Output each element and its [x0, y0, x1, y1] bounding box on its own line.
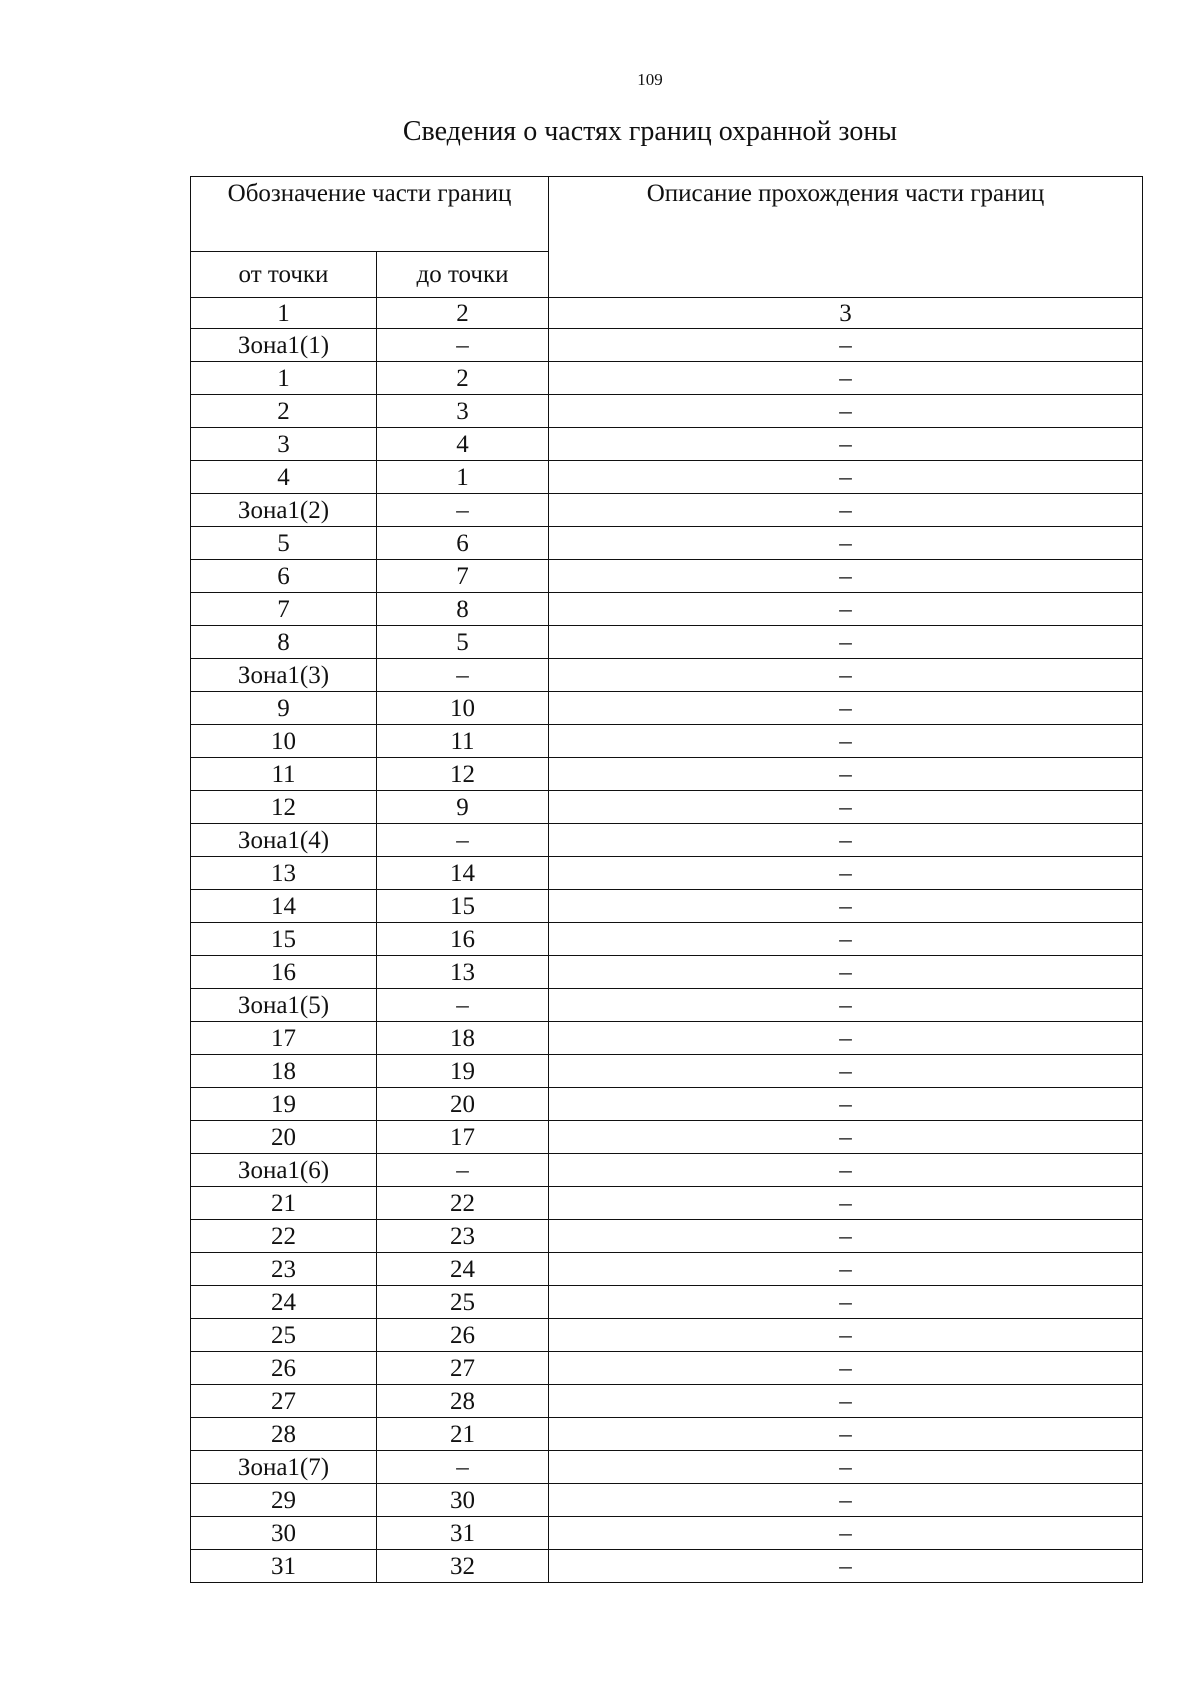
- description-cell: –: [549, 1187, 1143, 1220]
- table-row: [191, 1253, 1143, 1286]
- description-cell: –: [549, 1220, 1143, 1253]
- description-cell: –: [549, 560, 1143, 593]
- from-point-cell: 13: [191, 857, 377, 890]
- table-row: [191, 626, 1143, 659]
- from-point-cell: 21: [191, 1187, 377, 1220]
- description-cell: –: [549, 395, 1143, 428]
- table-row: [191, 1451, 1143, 1484]
- to-point-cell: 6: [377, 527, 549, 560]
- description-cell: –: [549, 1385, 1143, 1418]
- description-cell: –: [549, 1451, 1143, 1484]
- from-point-cell: 6: [191, 560, 377, 593]
- from-point-cell: Зона1(1): [191, 329, 377, 362]
- table-row: [191, 593, 1143, 626]
- description-cell: –: [549, 890, 1143, 923]
- table-row: [191, 1121, 1143, 1154]
- to-point-cell: 24: [377, 1253, 549, 1286]
- boundary-parts-table: [190, 176, 1143, 1583]
- to-point-cell: –: [377, 989, 549, 1022]
- description-cell: –: [549, 428, 1143, 461]
- column-number: 1: [191, 298, 377, 329]
- table-row: [191, 1220, 1143, 1253]
- description-cell: –: [549, 1154, 1143, 1187]
- description-cell: –: [549, 527, 1143, 560]
- table-row: [191, 824, 1143, 857]
- from-point-cell: 8: [191, 626, 377, 659]
- to-point-cell: 2: [377, 362, 549, 395]
- from-point-cell: 26: [191, 1352, 377, 1385]
- to-point-cell: 18: [377, 1022, 549, 1055]
- description-cell: –: [549, 1550, 1143, 1583]
- to-point-cell: 11: [377, 725, 549, 758]
- table-row: [191, 1154, 1143, 1187]
- from-point-cell: 2: [191, 395, 377, 428]
- description-cell: –: [549, 329, 1143, 362]
- table-row: [191, 494, 1143, 527]
- from-point-cell: 30: [191, 1517, 377, 1550]
- description-cell: –: [549, 1253, 1143, 1286]
- table-row: [191, 1352, 1143, 1385]
- table-row: [191, 1055, 1143, 1088]
- to-point-cell: 25: [377, 1286, 549, 1319]
- description-cell: –: [549, 461, 1143, 494]
- from-point-cell: Зона1(4): [191, 824, 377, 857]
- to-point-cell: 3: [377, 395, 549, 428]
- from-point-cell: 31: [191, 1550, 377, 1583]
- description-cell: –: [549, 1517, 1143, 1550]
- description-cell: –: [549, 362, 1143, 395]
- table-row: [191, 791, 1143, 824]
- table-row: [191, 560, 1143, 593]
- to-point-cell: 13: [377, 956, 549, 989]
- table-row: [191, 1484, 1143, 1517]
- from-point-cell: 15: [191, 923, 377, 956]
- from-point-cell: Зона1(6): [191, 1154, 377, 1187]
- from-point-cell: 27: [191, 1385, 377, 1418]
- description-cell: –: [549, 1484, 1143, 1517]
- description-cell: –: [549, 956, 1143, 989]
- from-point-cell: 7: [191, 593, 377, 626]
- table-row: [191, 659, 1143, 692]
- from-point-cell: 14: [191, 890, 377, 923]
- from-point-cell: Зона1(7): [191, 1451, 377, 1484]
- to-point-cell: 22: [377, 1187, 549, 1220]
- from-point-cell: 29: [191, 1484, 377, 1517]
- to-point-cell: 20: [377, 1088, 549, 1121]
- table-row: [191, 1187, 1143, 1220]
- to-point-cell: –: [377, 1154, 549, 1187]
- description-cell: –: [549, 593, 1143, 626]
- to-point-cell: 17: [377, 1121, 549, 1154]
- to-point-cell: 1: [377, 461, 549, 494]
- table-row: [191, 692, 1143, 725]
- to-point-cell: 7: [377, 560, 549, 593]
- description-cell: –: [549, 1418, 1143, 1451]
- description-cell: –: [549, 1088, 1143, 1121]
- from-point-cell: 12: [191, 791, 377, 824]
- from-point-cell: 1: [191, 362, 377, 395]
- to-point-cell: 31: [377, 1517, 549, 1550]
- table-row: [191, 527, 1143, 560]
- from-point-cell: 9: [191, 692, 377, 725]
- to-point-cell: 14: [377, 857, 549, 890]
- description-cell: –: [549, 989, 1143, 1022]
- table-row: [191, 329, 1143, 362]
- description-cell: –: [549, 692, 1143, 725]
- to-point-cell: 23: [377, 1220, 549, 1253]
- header-to-point: до точки: [377, 252, 549, 298]
- to-point-cell: –: [377, 659, 549, 692]
- table-row: [191, 428, 1143, 461]
- table-row: [191, 956, 1143, 989]
- from-point-cell: 25: [191, 1319, 377, 1352]
- from-point-cell: 5: [191, 527, 377, 560]
- table-row: [191, 1022, 1143, 1055]
- to-point-cell: 21: [377, 1418, 549, 1451]
- to-point-cell: –: [377, 824, 549, 857]
- to-point-cell: –: [377, 494, 549, 527]
- table-row: [191, 1418, 1143, 1451]
- header-boundary-description: Описание прохождения части границ: [549, 177, 1143, 298]
- table-row: [191, 758, 1143, 791]
- to-point-cell: –: [377, 329, 549, 362]
- from-point-cell: 16: [191, 956, 377, 989]
- table-row: [191, 362, 1143, 395]
- description-cell: –: [549, 1286, 1143, 1319]
- to-point-cell: 15: [377, 890, 549, 923]
- table-row: [191, 395, 1143, 428]
- header-from-point: от точки: [191, 252, 377, 298]
- to-point-cell: 26: [377, 1319, 549, 1352]
- to-point-cell: 19: [377, 1055, 549, 1088]
- description-cell: –: [549, 1022, 1143, 1055]
- table-body: [191, 329, 1143, 1583]
- description-cell: –: [549, 791, 1143, 824]
- from-point-cell: 4: [191, 461, 377, 494]
- table-header: [191, 177, 1143, 329]
- description-cell: –: [549, 659, 1143, 692]
- to-point-cell: 9: [377, 791, 549, 824]
- table-row: [191, 461, 1143, 494]
- description-cell: –: [549, 758, 1143, 791]
- table-row: [191, 923, 1143, 956]
- description-cell: –: [549, 824, 1143, 857]
- to-point-cell: 16: [377, 923, 549, 956]
- description-cell: –: [549, 923, 1143, 956]
- description-cell: –: [549, 626, 1143, 659]
- description-cell: –: [549, 725, 1143, 758]
- table-row: [191, 1319, 1143, 1352]
- table-row: [191, 725, 1143, 758]
- table-row: [191, 989, 1143, 1022]
- from-point-cell: 3: [191, 428, 377, 461]
- table-row: [191, 857, 1143, 890]
- table-row: [191, 1517, 1143, 1550]
- description-cell: –: [549, 494, 1143, 527]
- from-point-cell: 11: [191, 758, 377, 791]
- column-number-row: [191, 298, 1143, 329]
- to-point-cell: 4: [377, 428, 549, 461]
- from-point-cell: 28: [191, 1418, 377, 1451]
- page-title: Сведения о частях границ охранной зоны: [402, 116, 898, 147]
- header-boundary-designation: Обозначение части границ: [191, 177, 549, 252]
- table-row: [191, 1286, 1143, 1319]
- to-point-cell: –: [377, 1451, 549, 1484]
- to-point-cell: 32: [377, 1550, 549, 1583]
- from-point-cell: Зона1(5): [191, 989, 377, 1022]
- to-point-cell: 30: [377, 1484, 549, 1517]
- from-point-cell: 24: [191, 1286, 377, 1319]
- table-row: [191, 1088, 1143, 1121]
- table-row: [191, 1385, 1143, 1418]
- from-point-cell: 19: [191, 1088, 377, 1121]
- from-point-cell: Зона1(2): [191, 494, 377, 527]
- description-cell: –: [549, 1121, 1143, 1154]
- from-point-cell: Зона1(3): [191, 659, 377, 692]
- description-cell: –: [549, 1055, 1143, 1088]
- from-point-cell: 10: [191, 725, 377, 758]
- description-cell: –: [549, 857, 1143, 890]
- from-point-cell: 17: [191, 1022, 377, 1055]
- to-point-cell: 27: [377, 1352, 549, 1385]
- description-cell: –: [549, 1352, 1143, 1385]
- to-point-cell: 12: [377, 758, 549, 791]
- from-point-cell: 18: [191, 1055, 377, 1088]
- to-point-cell: 28: [377, 1385, 549, 1418]
- from-point-cell: 22: [191, 1220, 377, 1253]
- description-cell: –: [549, 1319, 1143, 1352]
- from-point-cell: 23: [191, 1253, 377, 1286]
- table-row: [191, 1550, 1143, 1583]
- to-point-cell: 8: [377, 593, 549, 626]
- from-point-cell: 20: [191, 1121, 377, 1154]
- column-number: 3: [549, 298, 1143, 329]
- table-row: [191, 890, 1143, 923]
- to-point-cell: 10: [377, 692, 549, 725]
- column-number: 2: [377, 298, 549, 329]
- page-number: 109: [637, 70, 663, 89]
- to-point-cell: 5: [377, 626, 549, 659]
